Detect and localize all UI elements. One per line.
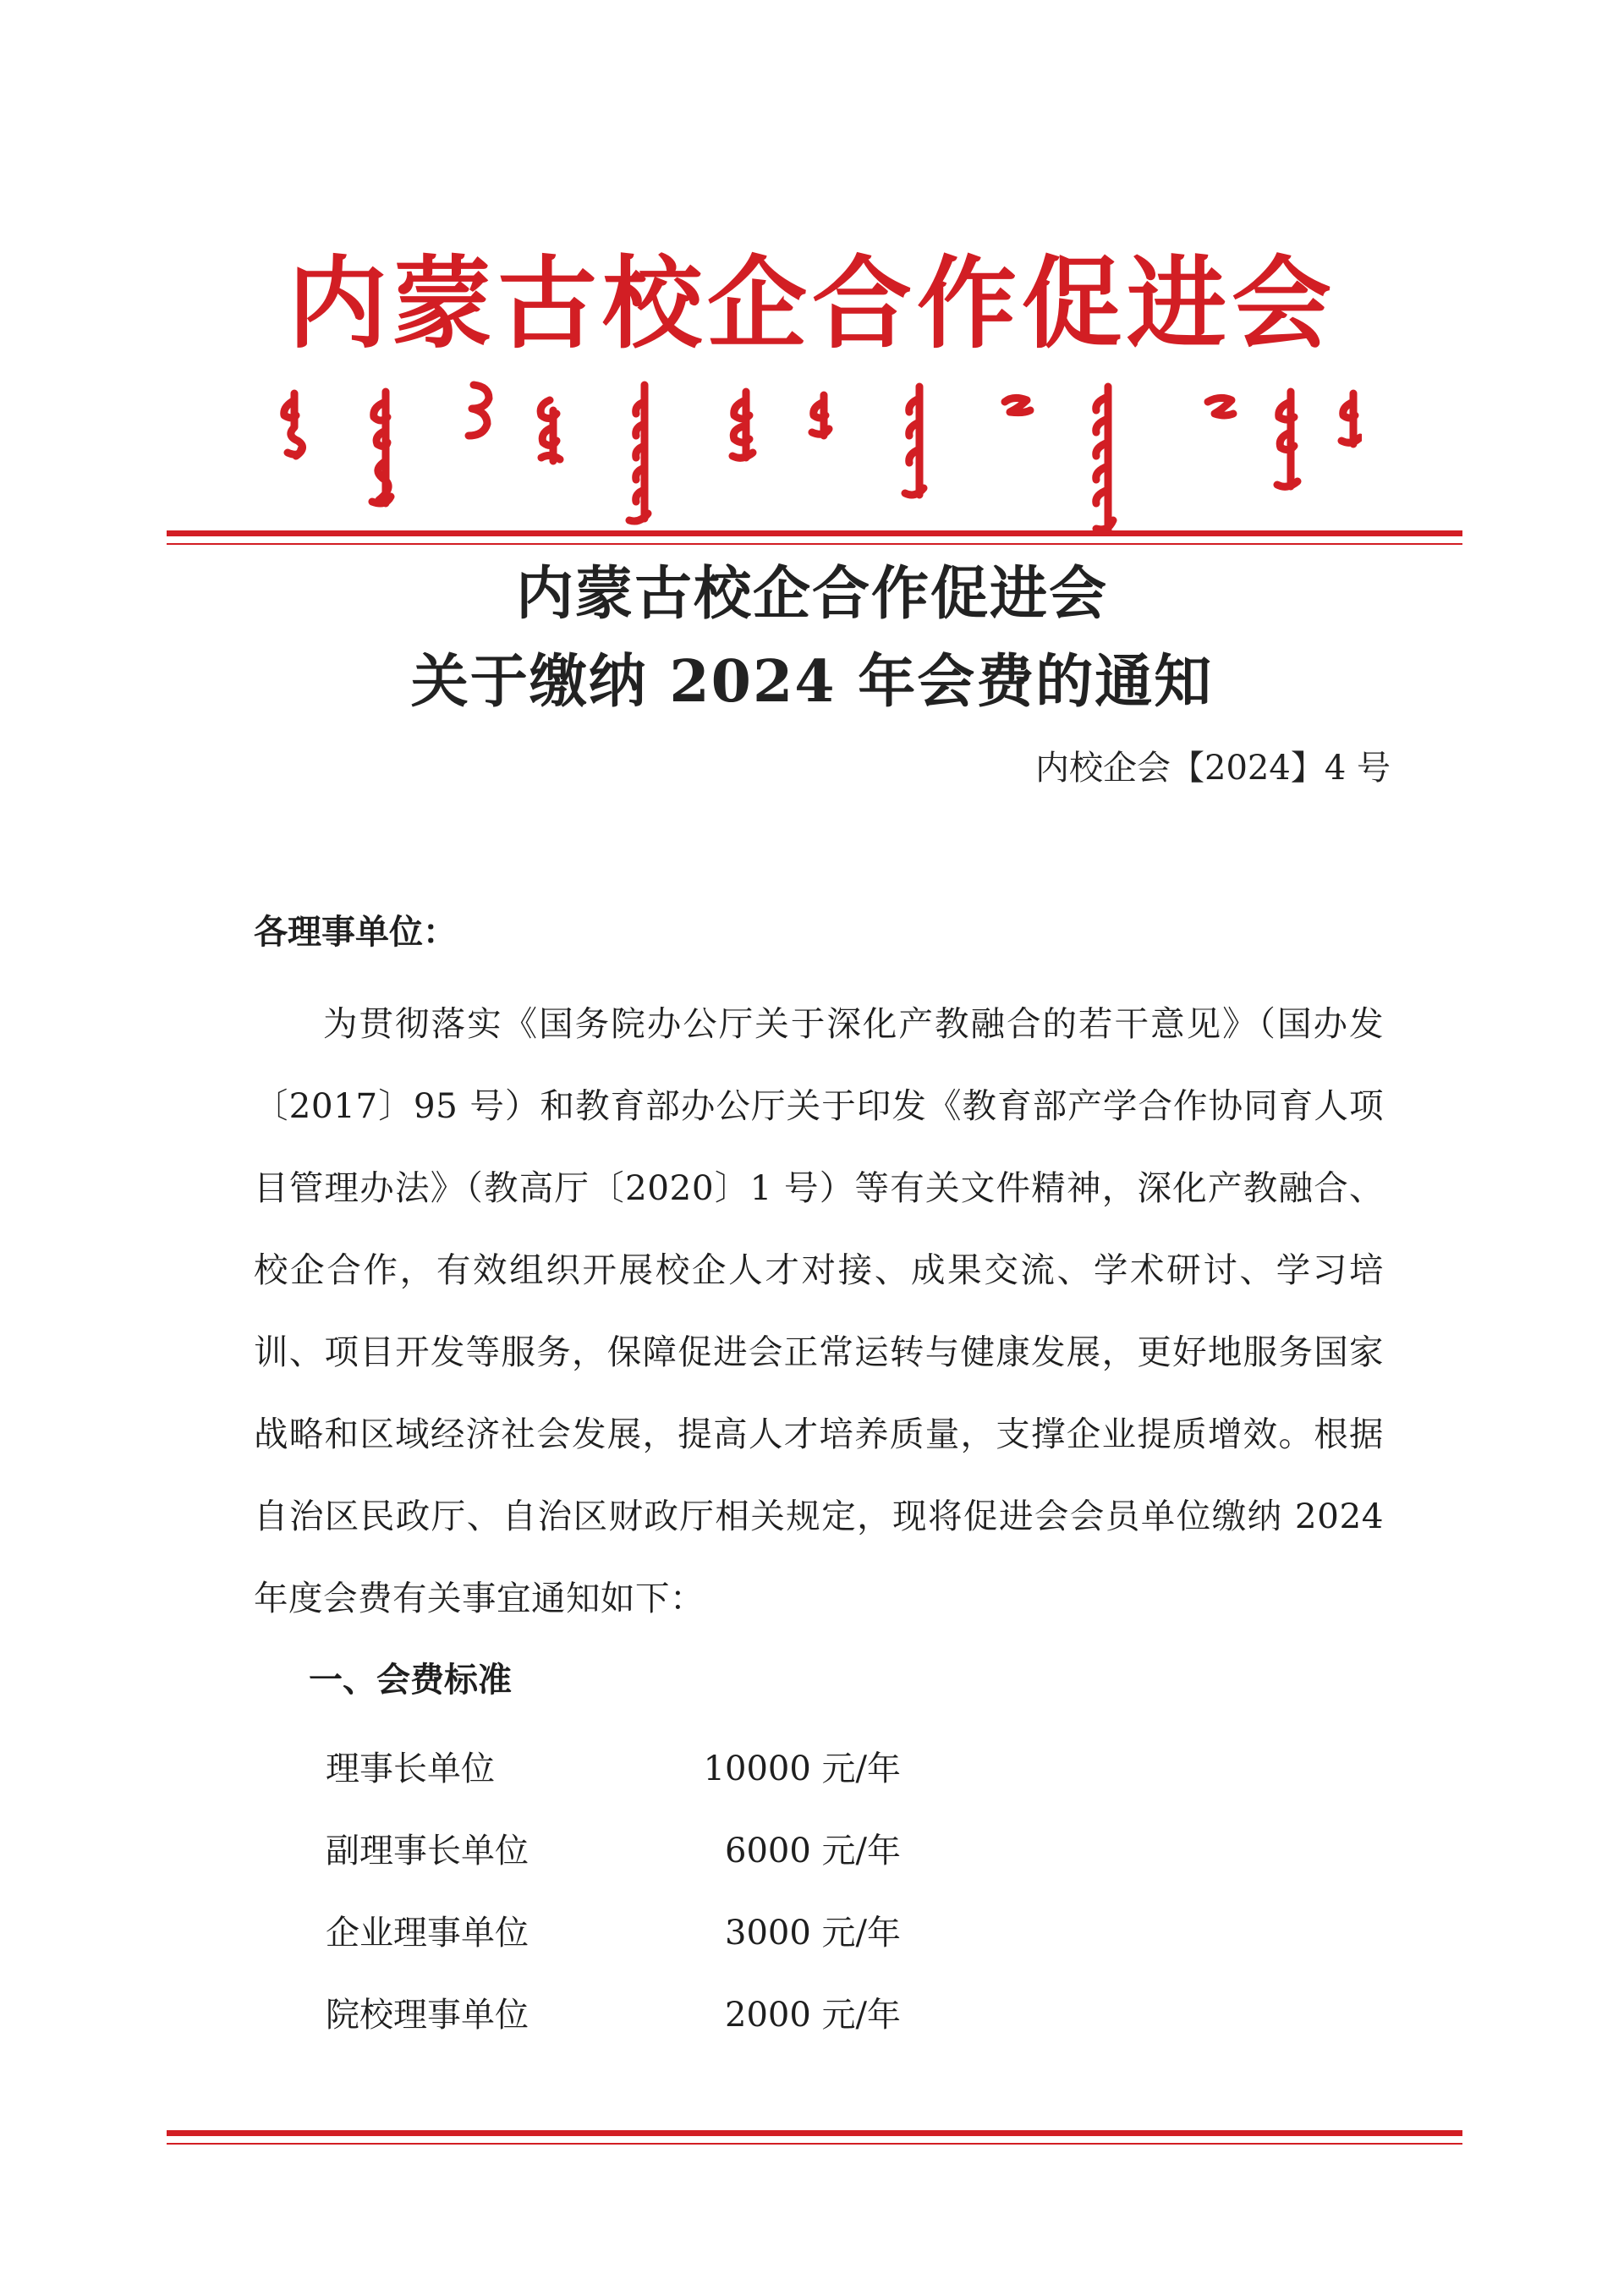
notice-title-line1: 内蒙古校企合作促进会	[515, 560, 1108, 628]
fee-amount: 3000 元/年	[725, 1914, 901, 1953]
notice-title-line2: 关于缴纳 2024 年会费的通知	[410, 648, 1214, 716]
document-number: 内校企会【2024】4 号	[1035, 749, 1391, 788]
section-heading-fee-standard: 一、会费标准	[309, 1660, 512, 1700]
footer-rule-thick	[167, 2130, 1462, 2136]
fee-label: 院校理事单位	[326, 1996, 529, 2035]
letterhead-org-name: 内蒙古校企合作促进会	[287, 244, 1336, 362]
footer-rule-thin	[167, 2143, 1462, 2145]
salutation: 各理事单位：	[254, 912, 457, 952]
fee-amount: 2000 元/年	[725, 1996, 901, 2035]
fee-row	[326, 1995, 901, 2035]
letterhead-rule-thick	[167, 530, 1462, 536]
letterhead-rule-thin	[167, 543, 1462, 545]
fee-label: 企业理事单位	[326, 1914, 529, 1953]
fee-amount: 10000 元/年	[703, 1749, 901, 1788]
fee-label: 理事长单位	[326, 1749, 495, 1788]
mongolian-script-logo	[262, 376, 1362, 537]
fee-amount: 6000 元/年	[725, 1832, 901, 1870]
fee-row	[326, 1831, 901, 1871]
fee-label: 副理事长单位	[326, 1832, 529, 1870]
fee-row	[326, 1749, 901, 1789]
fee-row	[326, 1913, 901, 1953]
notice-body-paragraph: 为贯彻落实《国务院办公厅关于深化产教融合的若干意见》（国办发〔2017〕95 号）和教育部办公厅关于印发《教育部产学合作协同育人项目管理办法》（教高厅〔2020〕1 号）等有关文件精神，深化产教融合、校企合作，有效组织开展校企人才对接、成果交流、学术研讨、学习培训、项目开发等服务，保障促进会正常运转与健康发展，更好地服务国家战略和区域经济社会发展，提高人才培养质量，支撑企业提质增效。根据自治区民政厅、自治区财政厅相关规定，现将促进会会员单位缴纳 2024 年度会费有关事宜通知如下：	[254, 1003, 1384, 1618]
